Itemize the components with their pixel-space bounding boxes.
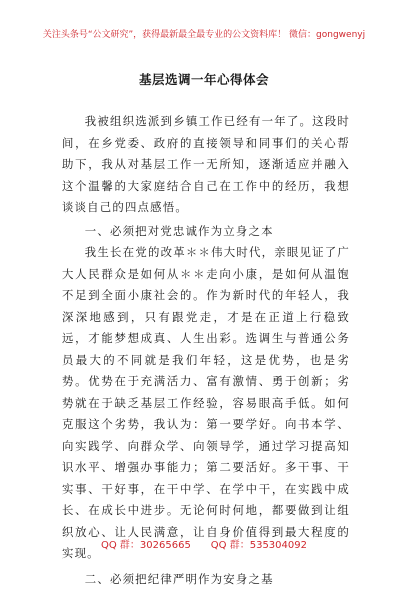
section-heading-2: 二、必须把纪律严明作为安身之基 xyxy=(62,569,350,590)
footer-qq-groups: QQ 群：30265665 QQ 群：535304092 xyxy=(0,536,408,551)
intro-paragraph: 我被组织选派到乡镇工作已经有一年了。这段时间，在乡党委、政府的直接领导和同事们的关心帮助下，我从对基层工作一无所知，逐渐适应并融入这个温馨的大家庭结合自己在工作中的经历，我想谈谈自己的四点感悟。 xyxy=(62,111,350,219)
section-heading-1: 一、必须把对党忠诚作为立身之本 xyxy=(62,221,350,243)
document-body xyxy=(62,111,350,590)
section-1-paragraph: 我生长在党的改革＊＊伟大时代，亲眼见证了广大人民群众是如何从＊＊走向小康，是如何从温饱不足到全面小康社会的。作为新时代的年轻人，我深深地感到，只有跟党走，才是在正道上行稳致远，才能梦想成真、人生出彩。选调生与普通公务员最大的不同就是我们年轻，这是优势，也是劣势。优势在于充满活力、富有激情、勇于创新；劣势就在于缺乏基层工作经验，容易眼高手低。如何克服这个劣势，我认为：第一要学好。向书本学、向实践学、向群众学、向领导学，通过学习提高知识水平、增强办事能力；第二要活好。多干事、干实事、干好事，在干中学、在学中干，在实践中成长、在成长中进步。无论何时何地，都要做到让组织放心、让人民满意，让自身价值得到最大程度的实现。 xyxy=(62,242,350,565)
document-title: 基层选调一年心得体会 xyxy=(0,70,408,88)
header-promo-note: 关注头条号“公文研究”，获得最新最全最专业的公文资料库！ 微信：gongwenyj xyxy=(0,27,408,40)
